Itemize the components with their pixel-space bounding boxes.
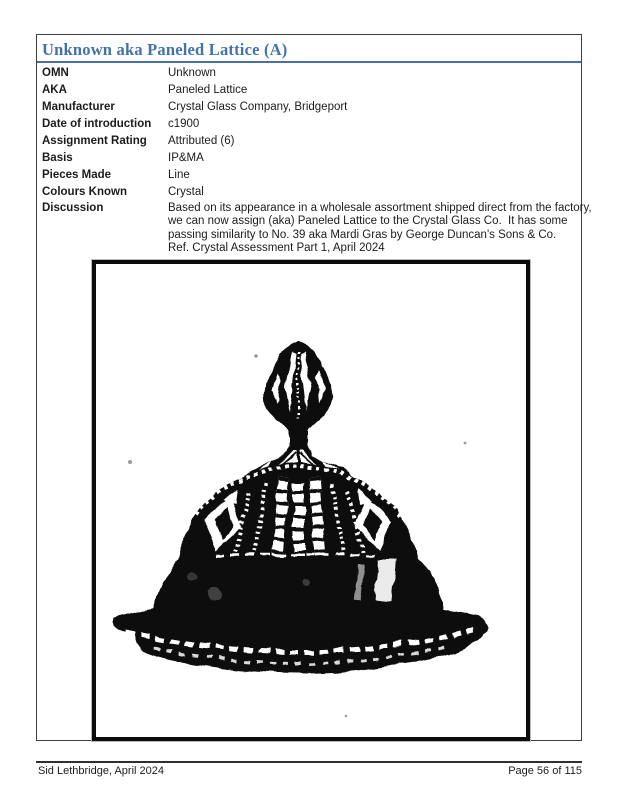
scan-speckle <box>254 355 257 358</box>
scan-speckle <box>345 715 348 718</box>
field-rows <box>37 63 581 201</box>
pattern-record-table <box>36 34 592 741</box>
field-label: AKA <box>42 84 67 96</box>
footer-author: Sid Lethbridge, April 2024 <box>38 765 164 777</box>
field-label: Discussion <box>42 202 104 214</box>
scan-speckle <box>128 460 132 464</box>
field-label: Manufacturer <box>42 101 115 113</box>
field-value: Attributed (6) <box>168 135 235 147</box>
table-row <box>37 184 581 201</box>
discussion-row <box>37 202 592 255</box>
field-value: Paneled Lattice <box>168 84 248 96</box>
scan-speckle <box>464 442 467 445</box>
field-label: Date of introduction <box>42 118 152 130</box>
field-label: OMN <box>42 67 69 79</box>
field-label: Pieces Made <box>42 169 112 181</box>
discussion-line: we can now assign (aka) Paneled Lattice to the Crystal Glass Co. It has some <box>168 215 568 228</box>
discussion-line: Based on its appearance in a wholesale assortment shipped direct from the factory, <box>168 202 592 214</box>
butter-dish-engraving-icon <box>96 264 526 737</box>
table-row <box>37 82 581 99</box>
field-value: Line <box>168 169 190 181</box>
field-label: Basis <box>42 152 73 164</box>
footer-divider <box>36 761 582 763</box>
table-row <box>37 133 581 150</box>
field-value: Crystal <box>168 186 204 198</box>
discussion-text <box>168 202 592 255</box>
discussion-line: Ref. Crystal Assessment Part 1, April 2024 <box>168 241 385 254</box>
figure-box <box>92 260 530 741</box>
discussion-line: passing similarity to No. 39 aka Mardi Gras by George Duncan's Sons & Co. <box>168 228 557 241</box>
footer-page-number: Page 56 of 115 <box>508 765 582 777</box>
field-value: IP&MA <box>168 152 204 164</box>
field-value: Unknown <box>168 67 216 79</box>
field-value: Crystal Glass Company, Bridgeport <box>168 101 348 113</box>
page-title: Unknown aka Paneled Lattice (A) <box>37 35 581 63</box>
field-label: Colours Known <box>42 186 127 198</box>
field-label: Assignment Rating <box>42 135 147 147</box>
table-row <box>37 65 581 82</box>
table-row <box>37 167 581 184</box>
field-value: c1900 <box>168 118 200 130</box>
butter-dish-drawing <box>112 340 488 674</box>
table-row <box>37 150 581 167</box>
table-row <box>37 116 581 133</box>
table-row <box>37 99 581 116</box>
